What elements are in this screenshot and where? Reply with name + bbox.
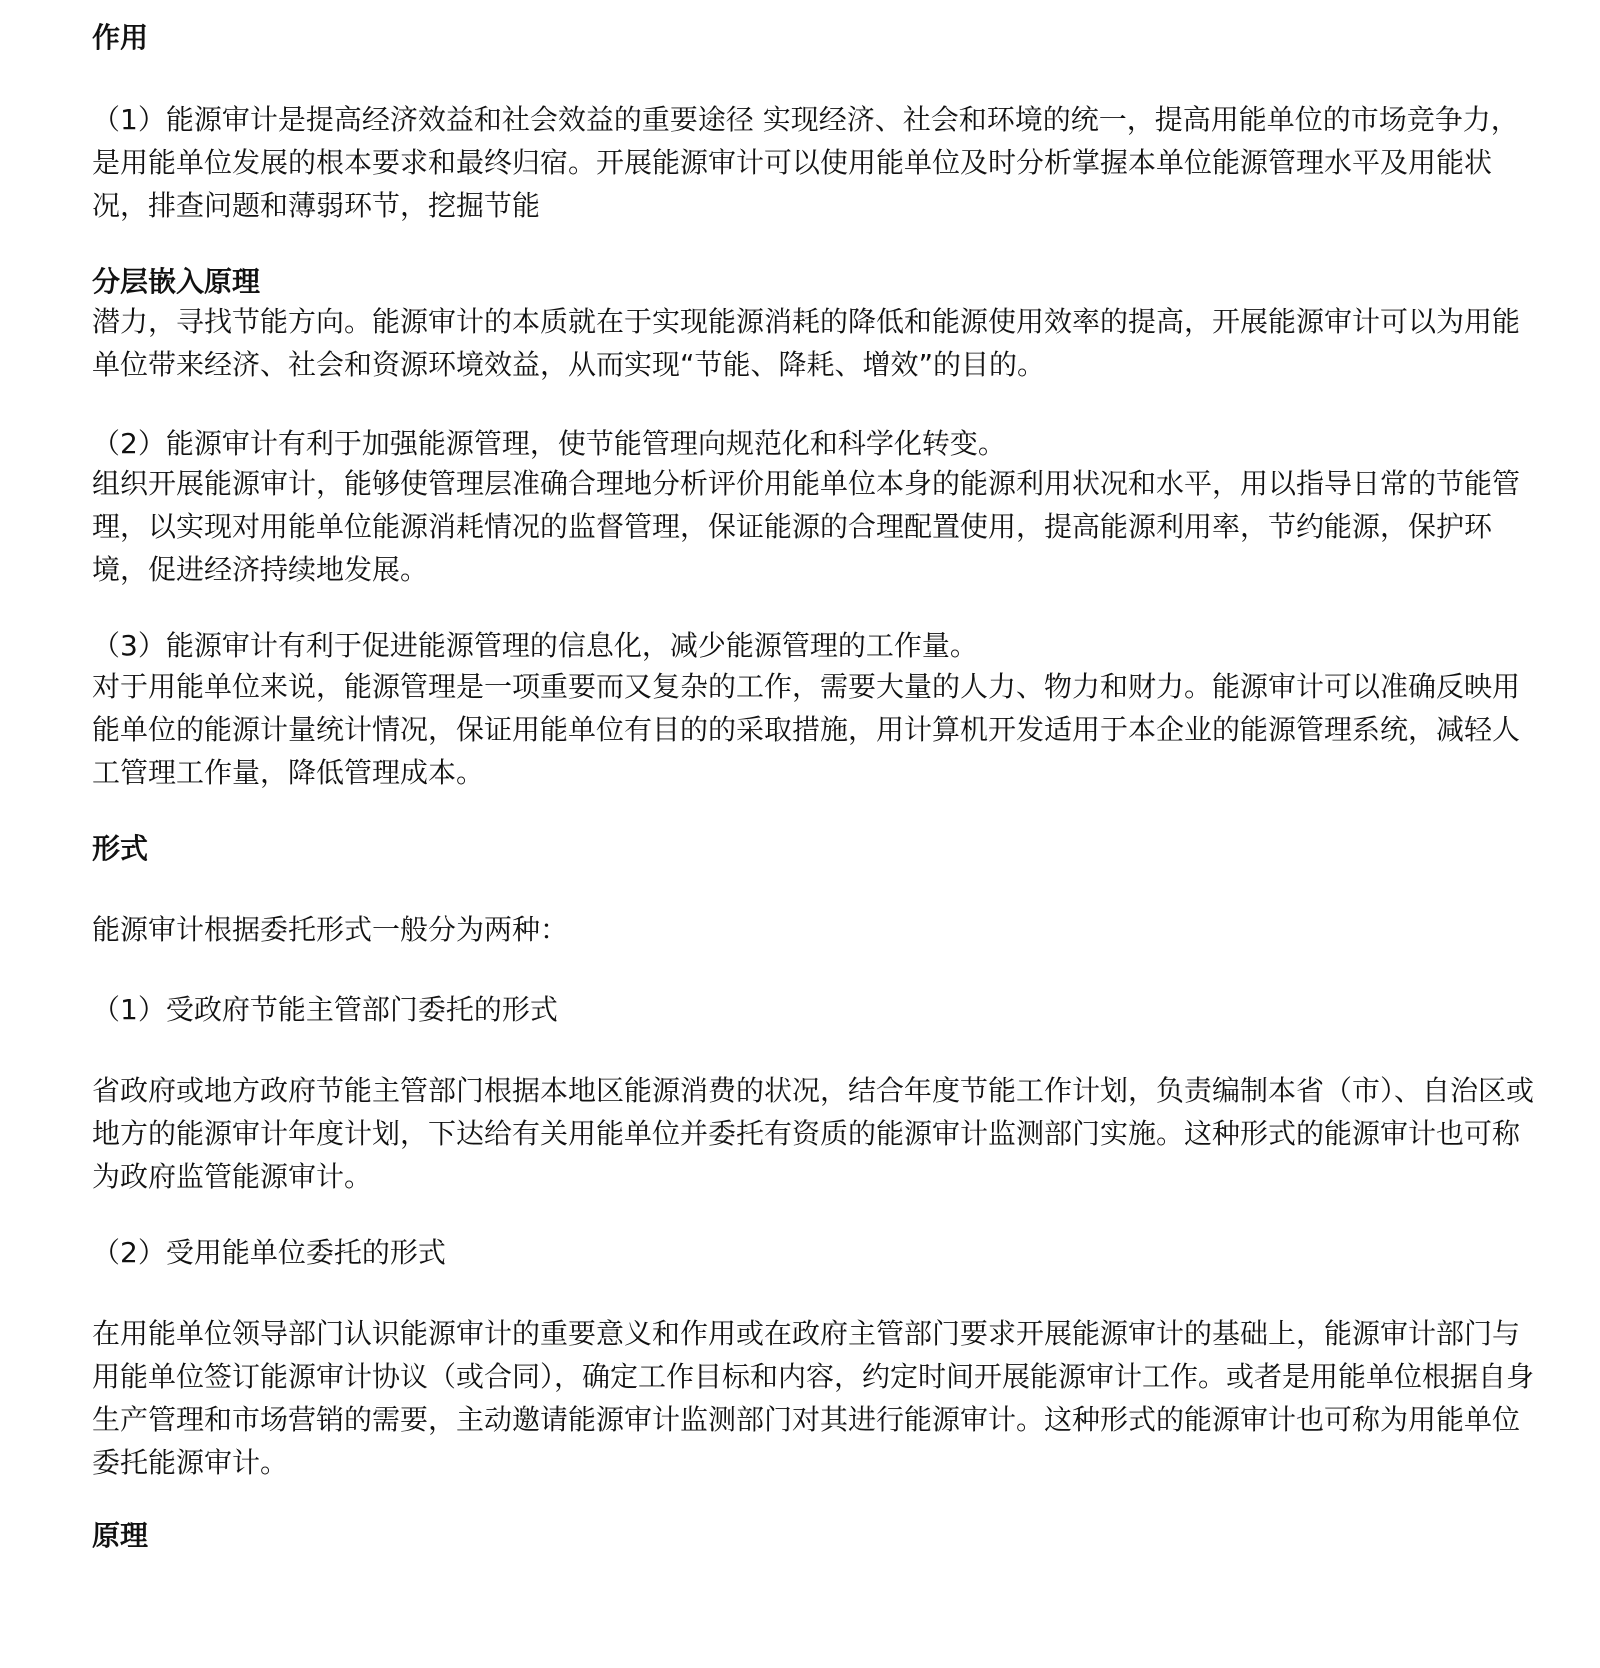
heading-yuanli: 原理 [92, 1519, 149, 1552]
paragraph-3-body: 对于用能单位来说，能源管理是一项重要而又复杂的工作，需要大量的人力、物力和财力。能源审计可以准确反映用能单位的能源计量统计情况，保证用能单位有目的的采取措施，用计算机开发适用于本企业的能源管理系统，减轻人工管理工作量，降低管理成本。 [92, 670, 1521, 789]
heading-zuoyong: 作用 [92, 21, 149, 54]
form-2-body: 在用能单位领导部门认识能源审计的重要意义和作用或在政府主管部门要求开展能源审计的基础上，能源审计部门与用能单位签订能源审计协议（或合同），确定工作目标和内容，约定时间开展能源审计工作。或者是用能单位根据自身生产管理和市场营销的需要，主动邀请能源审计监测部门对其进行能源审计。这种形式的能源审计也可称为用能单位委托能源审计。 [92, 1317, 1535, 1479]
form-1-title: （1）受政府节能主管部门委托的形式 [92, 993, 558, 1026]
paragraph-2-title: （2）能源审计有利于加强能源管理，使节能管理向规范化和科学化转变。 [92, 427, 1006, 460]
heading-fenceng: 分层嵌入原理 [92, 265, 261, 298]
form-1-body: 省政府或地方政府节能主管部门根据本地区能源消费的状况，结合年度节能工作计划，负责编制本省（市）、自治区或地方的能源审计年度计划，下达给有关用能单位并委托有资质的能源审计监测部门实施。这种形式的能源审计也可称为政府监管能源审计。 [92, 1074, 1535, 1193]
paragraph-3-title: （3）能源审计有利于促进能源管理的信息化，减少能源管理的工作量。 [92, 629, 978, 662]
paragraph-1-continued: 潜力，寻找节能方向。能源审计的本质就在于实现能源消耗的降低和能源使用效率的提高，开展能源审计可以为用能单位带来经济、社会和资源环境效益，从而实现“节能、降耗、增效”的目的。 [92, 305, 1521, 381]
form-intro: 能源审计根据委托形式一般分为两种： [92, 913, 569, 946]
form-2-title: （2）受用能单位委托的形式 [92, 1236, 446, 1269]
heading-xingshi: 形式 [92, 832, 149, 865]
paragraph-1-title: （1）能源审计是提高经济效益和社会效益的重要途径 实现经济、社会和环境的统一，提高用能单位的市场竞争力，是用能单位发展的根本要求和最终归宿。开展能源审计可以使用能单位及时分析掌握本单位能源管理水平及用能状况，排查问题和薄弱环节，挖掘节能 [92, 103, 1519, 222]
paragraph-2-body: 组织开展能源审计，能够使管理层准确合理地分析评价用能单位本身的能源利用状况和水平，用以指导日常的节能管理，以实现对用能单位能源消耗情况的监督管理，保证能源的合理配置使用，提高能源利用率，节约能源，保护环境，促进经济持续地发展。 [92, 467, 1521, 586]
